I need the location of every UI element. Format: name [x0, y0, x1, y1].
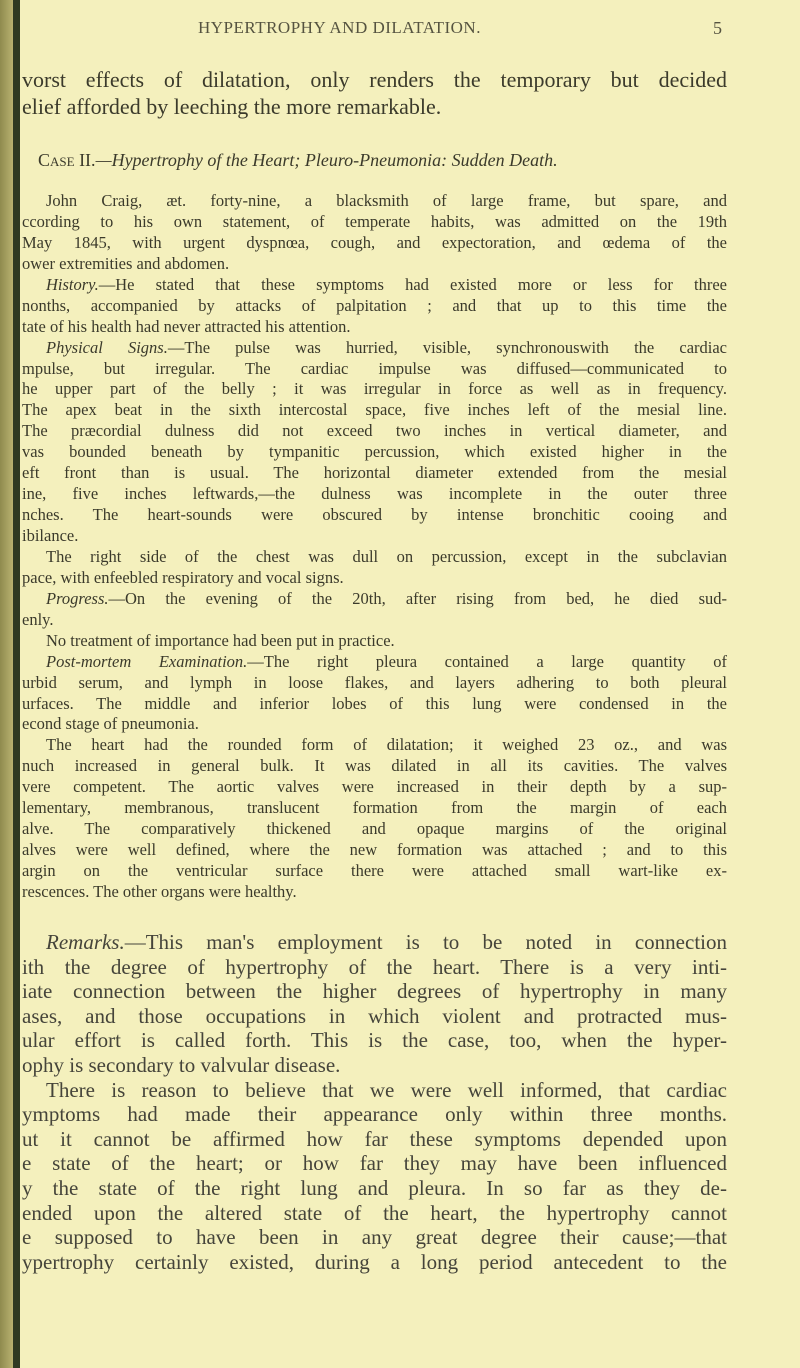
text-line — [22, 756, 727, 777]
line-text: —The pulse was hurried, visible, synchronouswith the cardiac — [167, 337, 727, 357]
line-text: vere competent. The aortic valves were increased in their depth by a sup- — [22, 777, 727, 797]
line-text: ccording to his own statement, of temperate habits, was admitted on the 19th — [22, 211, 727, 231]
line-text: —The right pleura contained a large quantity of — [247, 651, 727, 671]
text-line — [22, 1102, 727, 1127]
line-text: vorst effects of dilatation, only renders the temporary but decided — [22, 67, 727, 92]
line-text: urfaces. The middle and inferior lobes of this lung were condensed in the — [22, 693, 727, 713]
text-line — [22, 861, 727, 882]
line-text: ases, and those occupations in which violent and protracted mus- — [22, 1003, 727, 1028]
text-line — [22, 212, 727, 233]
section-lead: Physical Signs. — [46, 337, 168, 357]
text-line — [22, 547, 727, 568]
text-line — [22, 275, 727, 296]
line-text: e state of the heart; or how far they may have been influenced — [22, 1151, 727, 1176]
line-text: tate of his health had never attracted his attention. — [22, 316, 351, 336]
text-line — [22, 798, 727, 819]
line-text: The apex beat in the sixth intercostal space, five inches left of the mesial line. — [22, 400, 727, 420]
text-line — [22, 1151, 727, 1176]
line-text: nonths, accompanied by attacks of palpitation ; and that up to this time the — [22, 295, 727, 315]
text-line — [22, 254, 727, 275]
text-line — [22, 338, 727, 359]
text-line — [22, 673, 727, 694]
line-text: —This man's employment is to be noted in connection — [124, 930, 727, 954]
line-text: pace, with enfeebled respiratory and vocal signs. — [22, 567, 344, 587]
text-line — [22, 93, 727, 120]
text-line — [22, 589, 727, 610]
text-line — [22, 1250, 727, 1275]
text-line — [22, 1053, 727, 1078]
text-line — [22, 191, 727, 212]
line-text: ypertrophy certainly existed, during a long period antecedent to the — [22, 1249, 727, 1274]
case-report-body — [22, 191, 727, 903]
text-line — [22, 735, 727, 756]
text-line — [22, 526, 727, 547]
text-line — [22, 400, 727, 421]
line-text: ular effort is called forth. This is the case, too, when the hyper- — [22, 1028, 727, 1053]
line-text: ended upon the altered state of the heart, the hypertrophy cannot — [22, 1200, 727, 1225]
line-text: argin on the ventricular surface there were attached small wart-like ex- — [22, 861, 727, 880]
section-lead: Post-mortem Examination. — [46, 651, 248, 671]
text-line — [22, 379, 727, 400]
text-line — [22, 1127, 727, 1152]
text-line — [22, 1176, 727, 1201]
line-text: The præcordial dulness did not exceed two inches in vertical diameter, and — [22, 421, 727, 441]
book-spine-shadow — [13, 0, 20, 1368]
line-text: ith the degree of hypertrophy of the heart. There is a very inti- — [22, 954, 727, 979]
line-text: eft front than is usual. The horizontal diameter extended from the mesial — [22, 463, 727, 483]
text-line — [22, 714, 727, 735]
text-line — [22, 296, 727, 317]
text-line — [22, 930, 727, 955]
text-line — [22, 359, 727, 380]
page-header — [0, 18, 800, 44]
text-line — [22, 66, 727, 93]
line-text: nuch increased in general bulk. It was dilated in all its cavities. The valves — [22, 756, 727, 776]
intro-paragraph — [22, 66, 727, 120]
line-text: There is reason to believe that we were well informed, that cardiac — [46, 1077, 727, 1102]
text-line — [22, 610, 727, 631]
text-line — [22, 317, 727, 338]
text-line — [22, 1201, 727, 1226]
text-line — [22, 1028, 727, 1053]
text-line — [22, 484, 727, 505]
line-text: ower extremities and abdomen. — [22, 253, 230, 273]
text-line — [22, 233, 727, 254]
running-title: HYPERTROPHY AND DILATATION. — [198, 18, 481, 37]
line-text: —He stated that these symptoms had existed more or less for three — [98, 274, 727, 294]
text-line — [22, 1004, 727, 1029]
case-label: Case II. — [38, 150, 96, 170]
line-text: No treatment of importance had been put in practice. — [46, 630, 395, 650]
line-text: alves were well defined, where the new formation was attached ; and to this — [22, 840, 727, 860]
line-text: ut it cannot be affirmed how far these symptoms depended upon — [22, 1126, 727, 1151]
case-title: —Hypertrophy of the Heart; Pleuro-Pneumonia: Sudden Death. — [95, 150, 558, 170]
line-text: The right side of the chest was dull on percussion, except in the subclavian — [46, 546, 727, 566]
text-line — [22, 979, 727, 1004]
line-text: econd stage of pneumonia. — [22, 714, 199, 734]
line-text: May 1845, with urgent dyspnœa, cough, and expectoration, and œdema of the — [22, 232, 727, 252]
section-lead: Remarks. — [46, 930, 125, 954]
line-text: lementary, membranous, translucent formation from the margin of each — [22, 798, 727, 818]
line-text: The heart had the rounded form of dilatation; it weighed 23 oz., and was — [46, 735, 727, 755]
text-line — [22, 442, 727, 463]
text-line — [22, 882, 727, 903]
text-line — [22, 840, 727, 861]
text-line — [22, 1078, 727, 1103]
page-number: 5 — [713, 18, 722, 38]
text-line — [22, 777, 727, 798]
line-text: ophy is secondary to valvular disease. — [22, 1052, 341, 1077]
text-line — [22, 505, 727, 526]
line-text: iate connection between the higher degrees of hypertrophy in many — [22, 979, 727, 1004]
text-line — [22, 463, 727, 484]
line-text: vas bounded beneath by tympanitic percussion, which existed higher in the — [22, 442, 727, 462]
line-text: urbid serum, and lymph in loose flakes, and layers adhering to both pleural — [22, 672, 727, 692]
line-text: —On the evening of the 20th, after rising from bed, he died sud- — [108, 588, 727, 608]
line-text: y the state of the right lung and pleura. In so far as they de- — [22, 1175, 727, 1200]
page-edge — [0, 0, 13, 1368]
line-text: elief afforded by leeching the more remarkable. — [22, 94, 442, 119]
line-text: ibilance. — [22, 526, 79, 545]
line-text: alve. The comparatively thickened and opaque margins of the original — [22, 819, 727, 839]
section-lead: Progress. — [46, 588, 109, 608]
text-line — [22, 421, 727, 442]
case-heading — [38, 150, 558, 171]
text-line — [22, 568, 727, 589]
text-line — [22, 819, 727, 840]
line-text: enly. — [22, 609, 54, 629]
line-text: rescences. The other organs were healthy. — [22, 881, 297, 901]
text-line — [22, 694, 727, 715]
line-text: ymptoms had made their appearance only within three months. — [22, 1102, 727, 1127]
text-line — [22, 955, 727, 980]
section-lead: History. — [46, 274, 99, 294]
remarks-section — [22, 930, 727, 1274]
line-text: John Craig, æt. forty-nine, a blacksmith of large frame, but spare, and — [46, 191, 727, 210]
line-text: e supposed to have been in any great degree their cause;—that — [22, 1225, 727, 1250]
line-text: ine, five inches leftwards,—the dulness was incomplete in the outer three — [22, 484, 727, 504]
text-line — [22, 652, 727, 673]
text-line — [22, 631, 727, 652]
line-text: he upper part of the belly ; it was irregular in force as well as in frequency. — [22, 379, 727, 399]
line-text: mpulse, but irregular. The cardiac impulse was diffused—communicated to — [22, 358, 727, 378]
text-line — [22, 1225, 727, 1250]
line-text: nches. The heart-sounds were obscured by intense bronchitic cooing and — [22, 505, 727, 525]
